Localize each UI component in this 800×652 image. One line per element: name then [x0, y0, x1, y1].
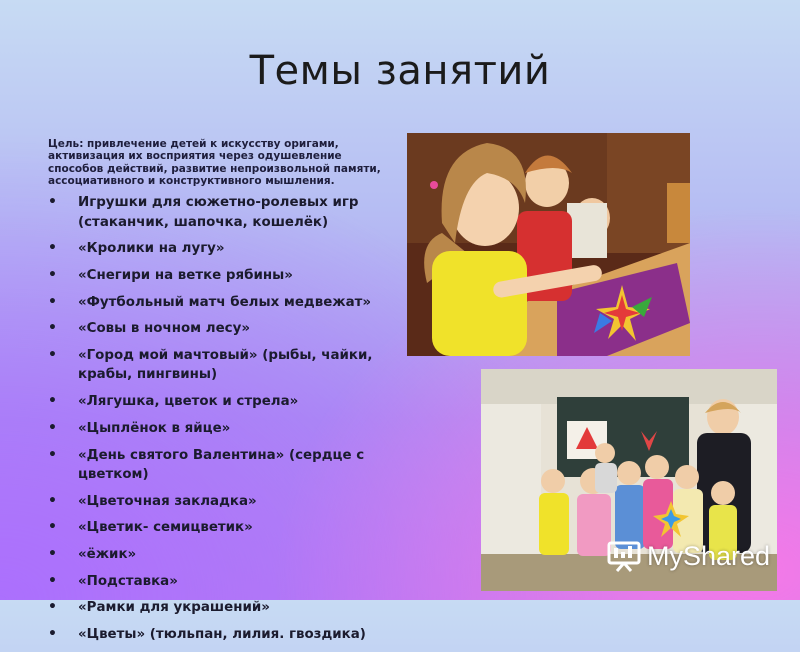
list-item: • «Рамки для украшений»: [48, 598, 378, 618]
list-item: • «Цветочная закладка»: [48, 492, 378, 512]
list-item: • «Совы в ночном лесу»: [48, 319, 378, 339]
projector-screen-icon: [607, 540, 641, 572]
watermark: [607, 536, 782, 576]
watermark-text: MyShared: [647, 540, 771, 571]
slide-title: Темы занятий: [249, 48, 551, 94]
list-item: • «Цыплёнок в яйце»: [48, 419, 378, 439]
topic-list: [48, 193, 378, 652]
list-item: • «Футбольный матч белых медвежат»: [48, 293, 378, 313]
list-item: • «Цветы» (тюльпан, лилия. гвоздика): [48, 625, 378, 645]
list-item: • «Цветик- семицветик»: [48, 518, 378, 538]
list-item: • «Подставка»: [48, 572, 378, 592]
children-origami-photo: [407, 133, 690, 356]
list-item: • «Кролики на лугу»: [48, 239, 378, 259]
list-item: • Игрушки для сюжетно-ролевых игр (стаканчик, шапочка, кошелёк): [48, 193, 378, 232]
list-item: • «День святого Валентина» (сердце с цветком): [48, 446, 378, 485]
list-item: • «Снегири на ветке рябины»: [48, 266, 378, 286]
list-item: • «ёжик»: [48, 545, 378, 565]
list-item: • «Лягушка, цветок и стрела»: [48, 392, 378, 412]
list-item: • «Город мой мачтовый» (рыбы, чайки, крабы, пингвины): [48, 346, 378, 385]
goal-text: Цель: привлечение детей к искусству оригами, активизация их восприятия через одушевление способов действий, развитие непроизвольной памяти, ассоциативного и конструктивного мышления.: [48, 138, 381, 187]
